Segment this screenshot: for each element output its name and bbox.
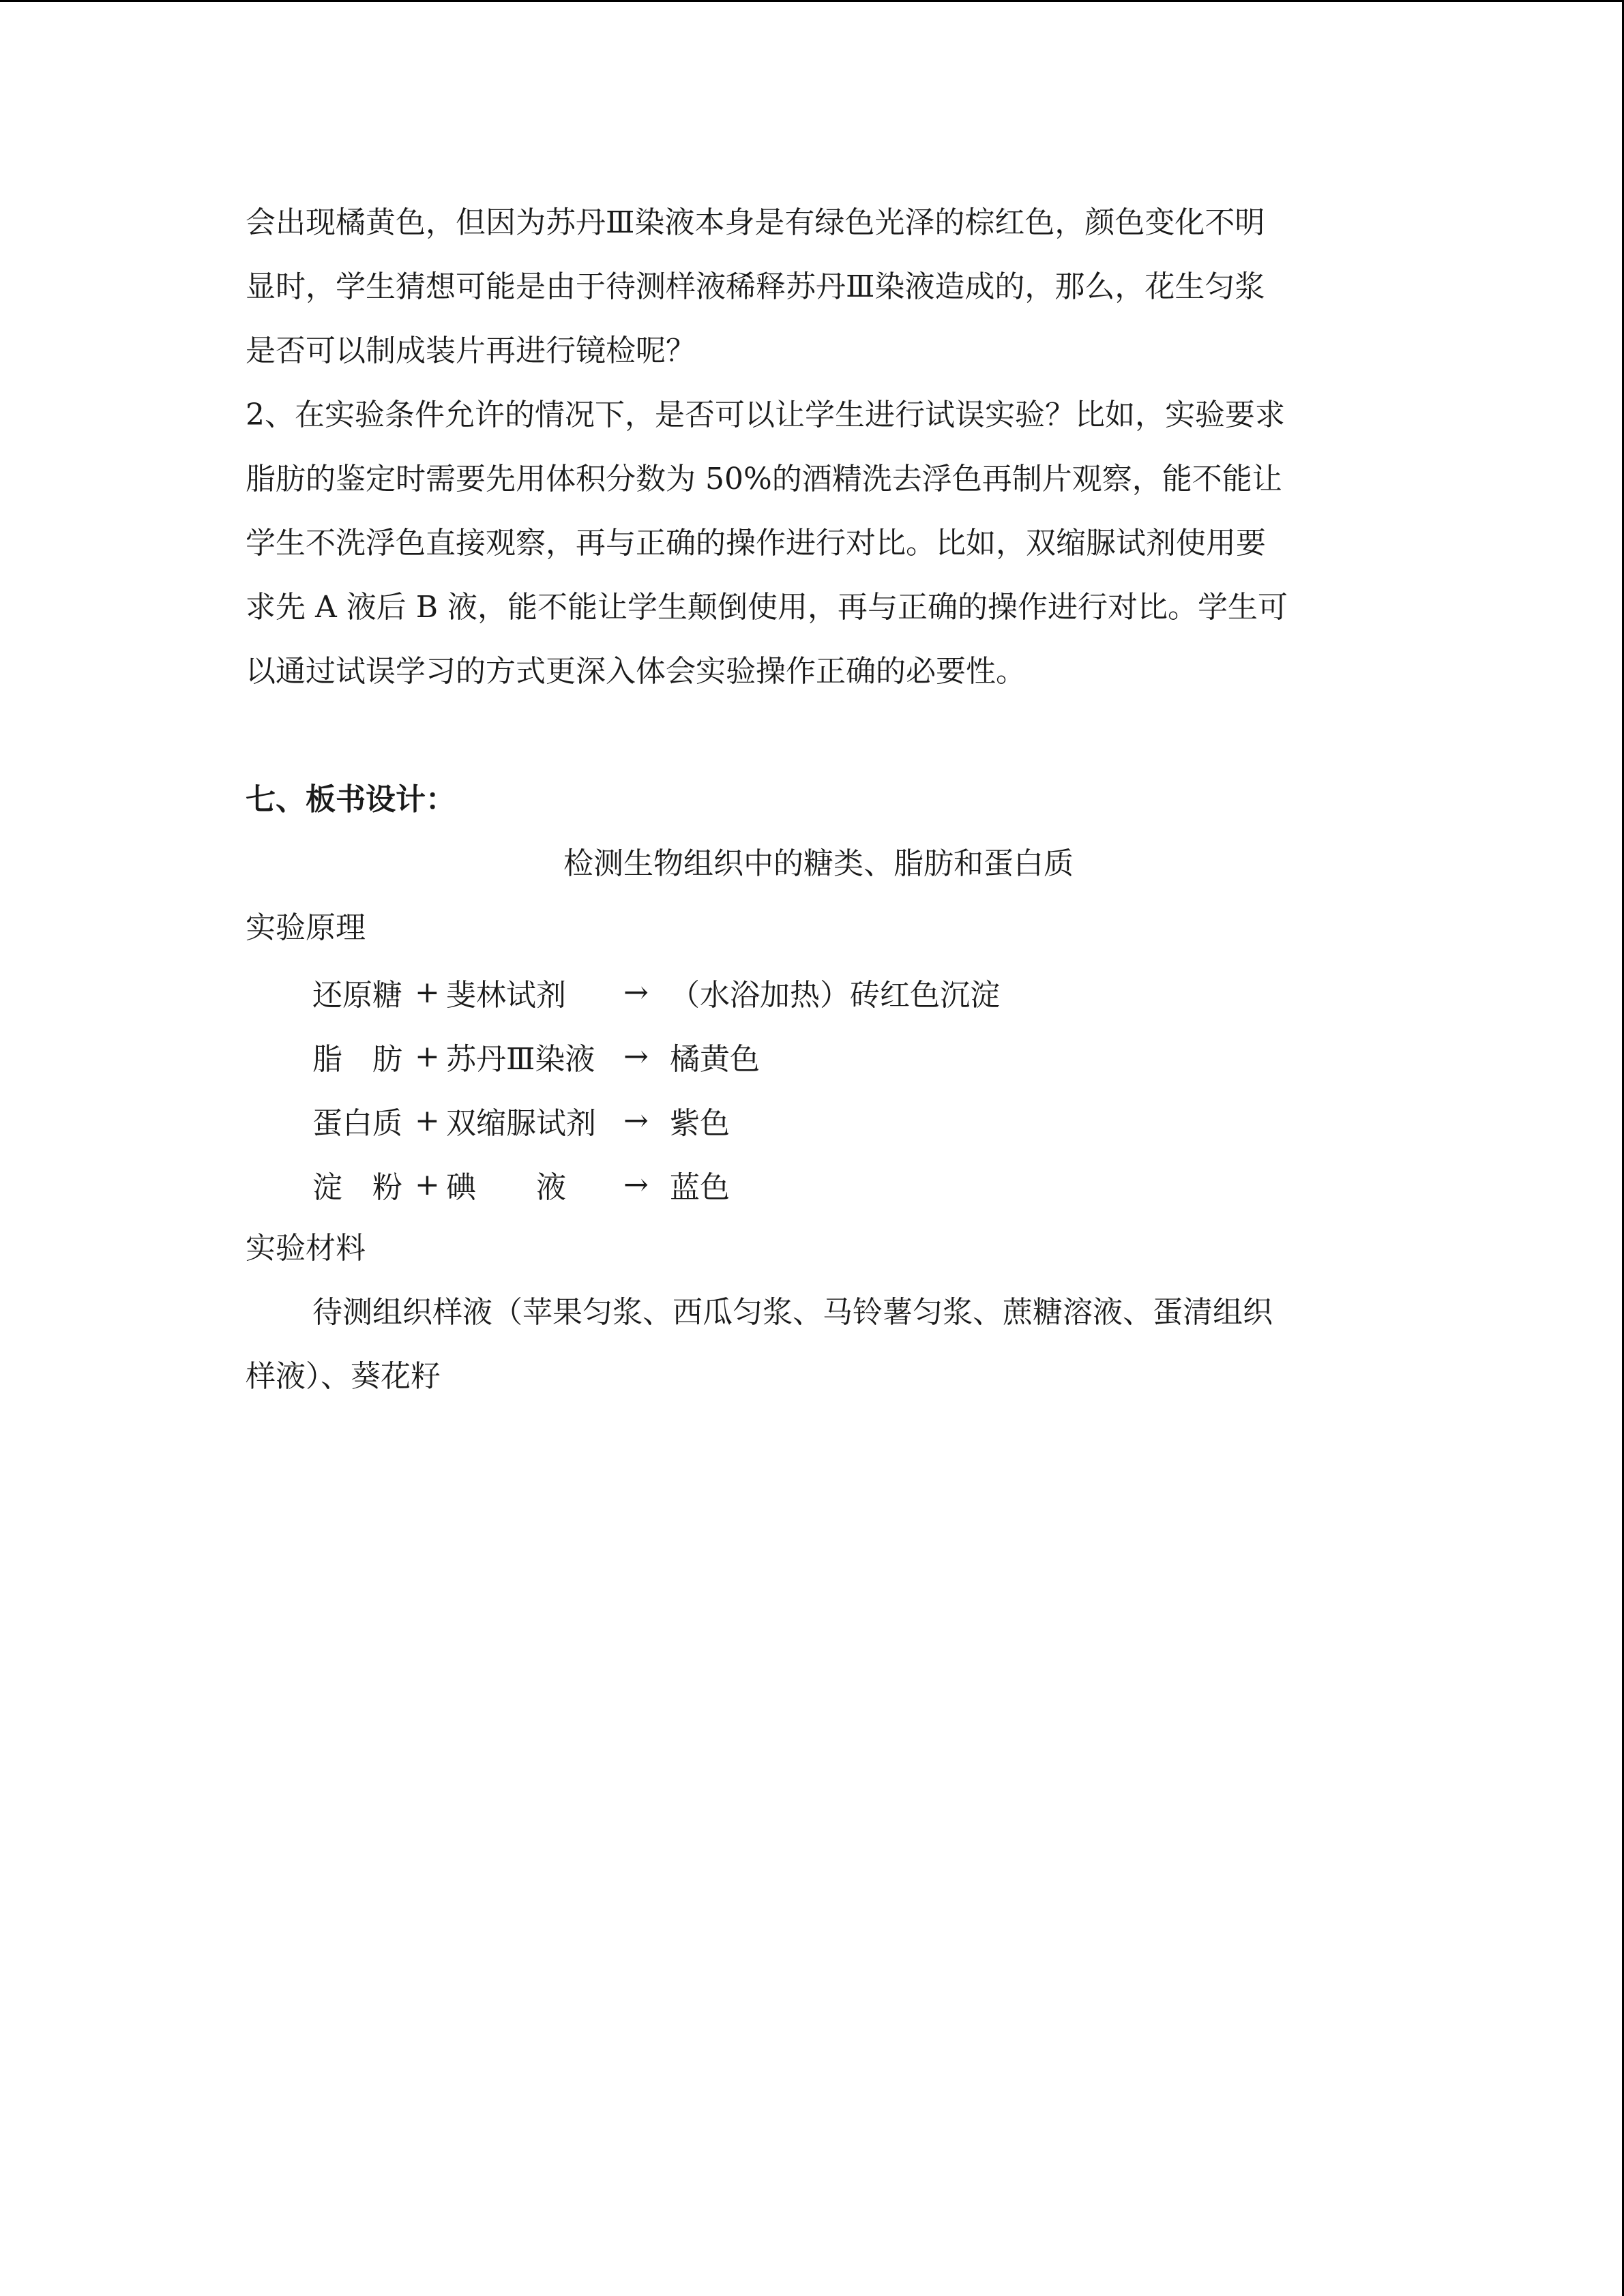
paragraph-2-line-3: 学生不洗浮色直接观察，再与正确的操作进行对比。比如，双缩脲试剂使用要 <box>246 526 1266 561</box>
paragraph-2-line-1: 2、在实验条件允许的情况下，是否可以让学生进行试误实验？比如，实验要求 <box>246 398 1285 432</box>
plus-sign: + <box>415 1167 440 1202</box>
arrow-right-icon: → <box>623 974 649 1010</box>
arrow-right-icon: → <box>623 1167 649 1202</box>
paragraph-1 <box>246 191 1378 383</box>
paragraph-2-line-5: 以通过试误学习的方式更深入体会实验操作正确的必要性。 <box>246 654 1026 689</box>
principle-heading: 实验原理 <box>246 910 366 945</box>
reaction-row <box>246 1152 1378 1217</box>
materials-paragraph <box>246 1281 1378 1409</box>
reaction-reagent: 苏丹Ⅲ染液 <box>446 1042 595 1077</box>
reaction-row <box>246 1024 1378 1088</box>
reaction-result: 紫色 <box>670 1106 730 1141</box>
reaction-substance: 蛋白质 <box>312 1106 402 1141</box>
paragraph-1-line-1: 会出现橘黄色，但因为苏丹Ⅲ染液本身是有绿色光泽的棕红色，颜色变化不明 <box>246 205 1265 240</box>
materials-line-2: 样液）、葵花籽 <box>246 1359 441 1394</box>
plus-sign: + <box>415 974 440 1010</box>
plus-sign: + <box>415 1103 440 1138</box>
reaction-reagent: 斐林试剂 <box>446 978 566 1013</box>
page-top-border <box>0 0 1624 2</box>
materials-heading: 实验材料 <box>246 1231 366 1266</box>
reaction-substance: 还原糖 <box>312 978 402 1013</box>
reaction-reagent: 双缩脲试剂 <box>446 1106 596 1141</box>
reaction-list <box>246 960 1378 1217</box>
paragraph-1-line-3: 是否可以制成装片再进行镜检呢？ <box>246 333 696 368</box>
paragraph-2-line-4: 求先 A 液后 B 液，能不能让学生颠倒使用，再与正确的操作进行对比。学生可 <box>246 590 1288 625</box>
reaction-result: 蓝色 <box>670 1170 730 1205</box>
reaction-row <box>246 960 1378 1024</box>
board-title: 检测生物组织中的糖类、脂肪和蛋白质 <box>563 846 1074 881</box>
reaction-substance: 淀 粉 <box>312 1170 402 1205</box>
paragraph-2-line-2: 脂肪的鉴定时需要先用体积分数为 50%的酒精洗去浮色再制片观察，能不能让 <box>246 462 1282 496</box>
reaction-row <box>246 1088 1378 1152</box>
materials-line-1: 待测组织样液（苹果匀浆、西瓜匀浆、马铃薯匀浆、蔗糖溶液、蛋清组织 <box>312 1295 1273 1330</box>
reaction-substance: 脂 肪 <box>312 1042 402 1077</box>
arrow-right-icon: → <box>623 1039 649 1074</box>
reaction-reagent: 碘 液 <box>446 1170 566 1205</box>
paragraph-1-line-2: 显时，学生猜想可能是由于待测样液稀释苏丹Ⅲ染液造成的，那么，花生匀浆 <box>246 269 1265 304</box>
reaction-result: （水浴加热）砖红色沉淀 <box>670 978 1000 1013</box>
arrow-right-icon: → <box>623 1103 649 1138</box>
reaction-result: 橘黄色 <box>670 1042 760 1077</box>
document-body <box>246 191 1378 1409</box>
section-heading-board-design: 七、板书设计： <box>246 782 456 817</box>
plus-sign: + <box>415 1039 440 1074</box>
paragraph-2 <box>246 383 1378 704</box>
